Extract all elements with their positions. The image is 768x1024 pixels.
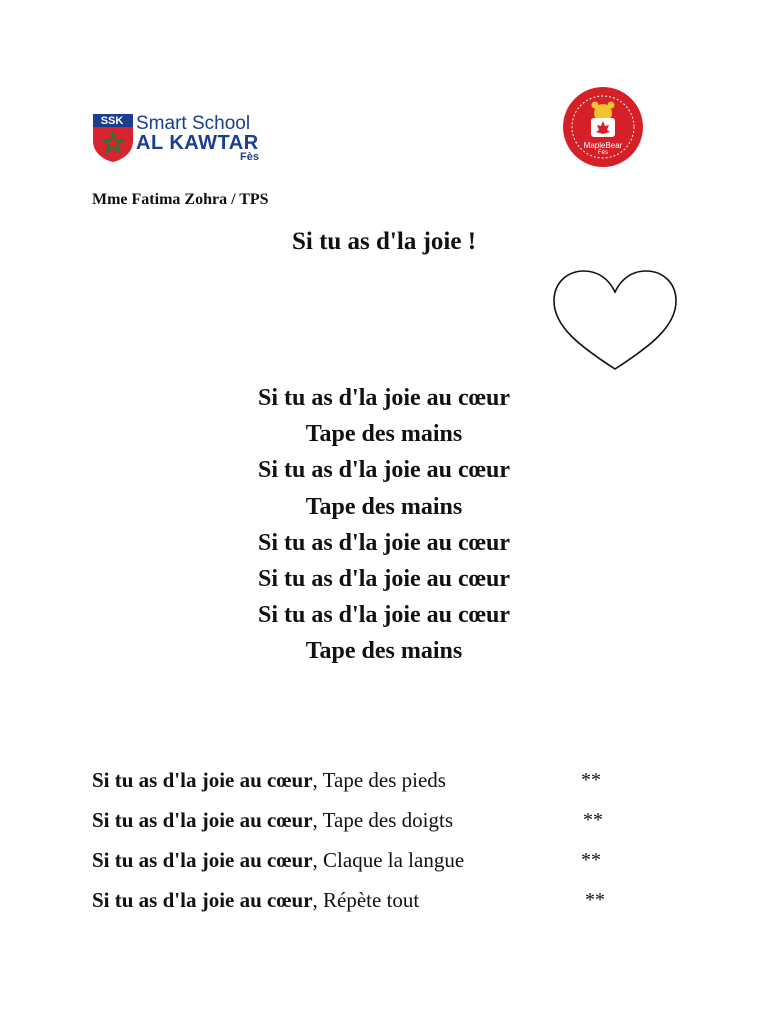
ssk-logo	[92, 113, 272, 165]
extra-verse-refrain: Si tu as d'la joie au cœur	[92, 848, 313, 872]
extra-verse-refrain: Si tu as d'la joie au cœur	[92, 888, 313, 912]
verse-line: Tape des mains	[305, 638, 463, 665]
verse-line: Tape des mains	[305, 493, 463, 520]
verse-line: Si tu as d'la joie au cœur	[257, 457, 511, 484]
extra-verse-row	[92, 765, 652, 805]
verse-line: Tape des mains	[305, 421, 463, 448]
extra-verse-refrain: Si tu as d'la joie au cœur	[92, 808, 313, 832]
verse-line: Si tu as d'la joie au cœur	[257, 565, 511, 592]
verse-line: Si tu as d'la joie au cœur	[257, 385, 511, 411]
extra-verse-action: , Tape des doigts	[312, 808, 453, 832]
maple-bear-city: Fès	[597, 150, 608, 156]
maple-bear-logo	[562, 86, 644, 168]
extra-verse-action: , Tape des pieds	[312, 768, 446, 792]
extra-verses	[92, 765, 652, 925]
extra-verse-row	[92, 885, 652, 925]
extra-verse-stars: **	[585, 889, 605, 911]
extra-verse-refrain: Si tu as d'la joie au cœur	[92, 768, 313, 792]
extra-verse-stars: **	[583, 809, 603, 831]
extra-verse-stars: **	[581, 769, 601, 791]
extra-verse-action: , Claque la langue	[312, 848, 465, 872]
ssk-city: Fès	[240, 151, 259, 163]
verse-line: Si tu as d'la joie au cœur	[257, 602, 511, 629]
ssk-name-line2: AL KAWTAR	[136, 132, 259, 154]
extra-verse-row	[92, 805, 652, 845]
maple-bear-name: MapleBear	[583, 141, 623, 150]
song-title: Si tu as d'la joie !	[291, 228, 477, 255]
extra-verse-row	[92, 845, 652, 885]
extra-verse-action: , Répète tout	[312, 888, 420, 912]
ssk-name-line1: Smart School	[136, 113, 251, 134]
verse-line: Si tu as d'la joie au cœur	[257, 529, 511, 556]
heart-icon	[551, 269, 679, 373]
extra-verse-stars: **	[581, 849, 601, 871]
ssk-badge-text: SSK	[100, 115, 124, 127]
main-verse	[0, 380, 768, 670]
teacher-line: Mme Fatima Zohra / TPS	[92, 191, 269, 208]
